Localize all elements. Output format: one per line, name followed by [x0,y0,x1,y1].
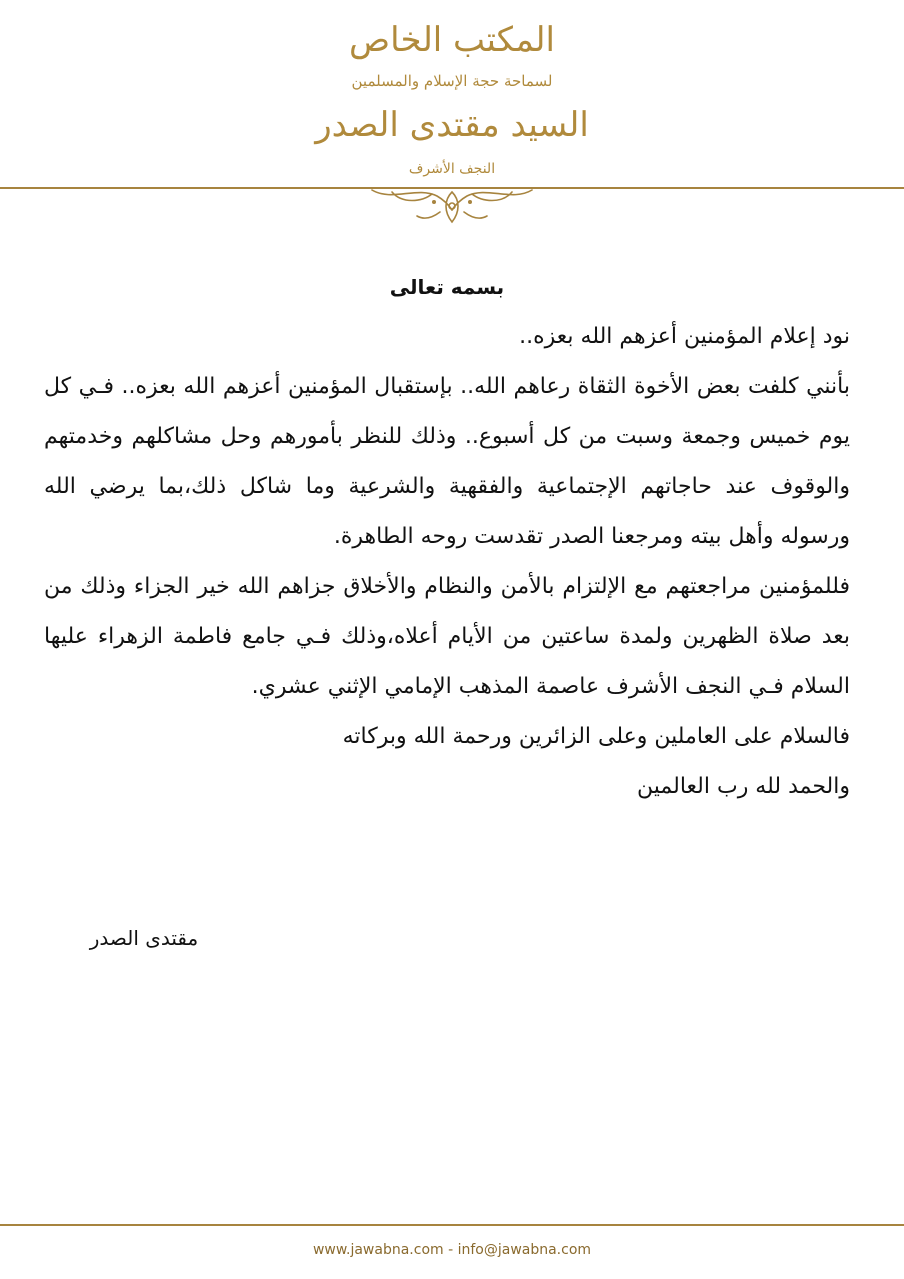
letterhead-name: السيد مقتدى الصدر [315,105,589,145]
letterhead-city: النجف الأشرف [408,161,496,177]
letterhead-honorific: لسماحة حجة الإسلام والمسلمين [351,72,553,90]
paragraph-assignment: بأنني كلفت بعض الأخوة الثقاة رعاهم الله.. بإستقبال المؤمنين أعزهم الله بعزه.. فـي كل يوم خميس وجمعة وسبت من كل أسبوع.. وذلك للنظر بأمورهم وحل مشاكلهم وخدمتهم والوقوف عند حاجاتهم الإجتماعية والفقهية والشرعية وما شاكل ذلك،بما يرضي الله ورسوله وأهل بيته ومرجعنا الصدر تقدست روحه الطاهرة. [44,374,850,549]
paragraph-schedule: فللمؤمنين مراجعتهم مع الإلتزام بالأمن والنظام والأخلاق جزاهم الله خير الجزاء وذلك من بعد صلاة الظهرين ولمدة ساعتين من الأيام أعلاه،وذلك فـي جامع فاطمة الزهراء عليها السلام فـي النجف الأشرف عاصمة المذهب الإمامي الإثني عشري. [44,574,850,699]
ornament-icon [362,182,542,228]
document-body [44,262,850,812]
footer-contact: www.jawabna.com - info@jawabna.com [312,1242,592,1258]
signature: مقتدى الصدر [89,926,199,950]
paragraph-greeting: نود إعلام المؤمنين أعزهم الله بعزه.. [519,324,850,349]
document-title: بسمه تعالى [389,275,505,299]
paragraph-salutation: فالسلام على العاملين وعلى الزائرين ورحمة الله وبركاته [342,724,850,749]
footer-divider [0,1224,904,1226]
paragraph-closing: والحمد لله رب العالمين [637,774,850,799]
letterhead-office-title: المكتب الخاص [349,20,555,60]
